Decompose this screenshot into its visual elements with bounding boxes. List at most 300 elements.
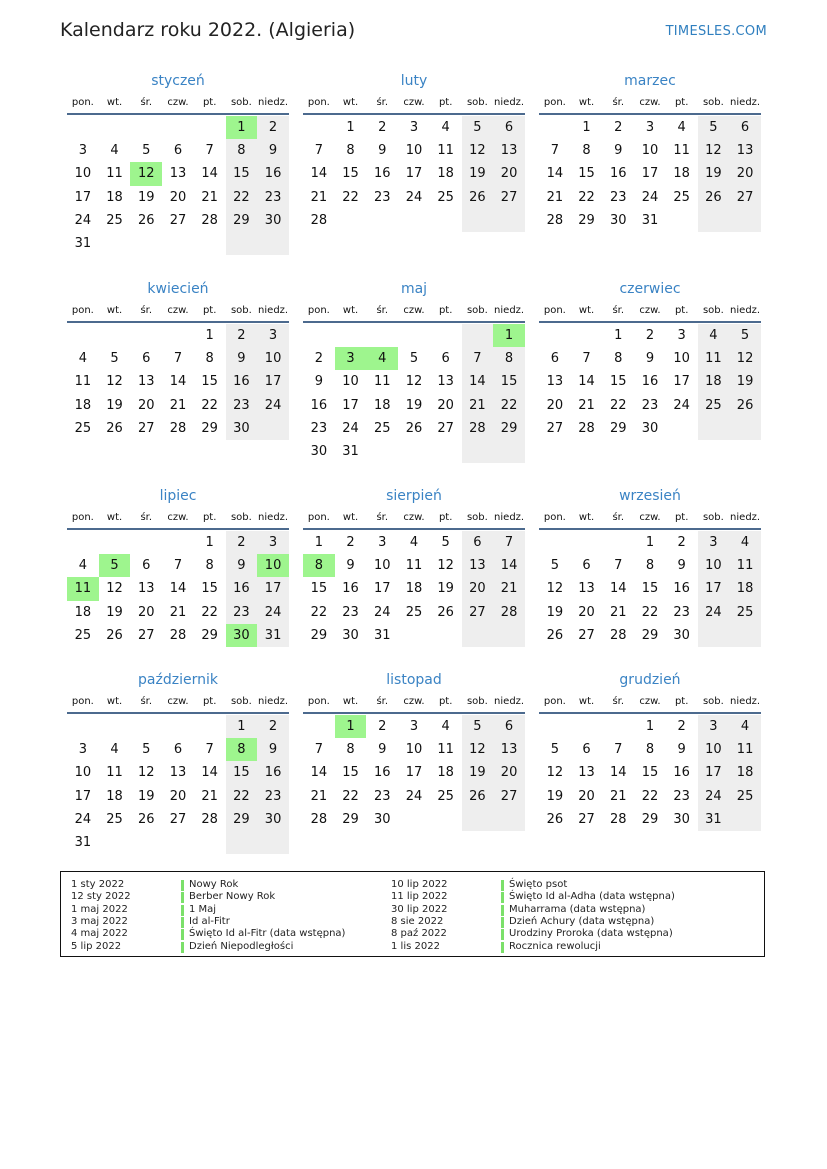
- day-cell: 27: [729, 186, 761, 209]
- weekday-label: wt.: [578, 97, 595, 108]
- day-cell: 10: [74, 765, 92, 781]
- days-grid: [539, 116, 761, 232]
- empty-day: [493, 808, 525, 831]
- weekday-label: sob.: [230, 305, 252, 316]
- day-cell: 19: [462, 162, 494, 185]
- day-cell: 6: [173, 143, 183, 159]
- empty-day: [335, 324, 367, 347]
- day-cell: 6: [729, 116, 761, 139]
- weekday-header: [539, 303, 761, 323]
- legend-date: 5 lip 2022: [71, 940, 122, 952]
- weekday-header: [303, 95, 525, 115]
- day-cell: 2: [677, 719, 686, 734]
- empty-day: [99, 715, 131, 738]
- month-name: kwiecień: [147, 281, 209, 297]
- day-cell: 28: [201, 212, 218, 228]
- empty-day: [130, 715, 162, 738]
- day-cell: 14: [609, 765, 627, 781]
- weekday-label: pon.: [307, 305, 330, 316]
- empty-day: [430, 209, 462, 232]
- weekday-label: pt.: [202, 97, 217, 108]
- days-grid: [303, 715, 525, 831]
- weekday-label: sob.: [466, 97, 488, 108]
- day-cell: 19: [106, 604, 123, 620]
- day-cell: 26: [462, 186, 494, 209]
- day-cell: 23: [342, 604, 359, 620]
- legend-marker: [181, 917, 184, 928]
- day-cell: 13: [493, 738, 525, 761]
- day-cell: 17: [74, 189, 92, 205]
- day-cell: 3: [409, 120, 419, 135]
- day-cell: 28: [169, 627, 187, 643]
- day-cell: 15: [641, 581, 659, 597]
- day-cell: 18: [74, 397, 92, 413]
- day-cell: 31: [373, 627, 391, 643]
- empty-day: [430, 440, 462, 463]
- day-cell: 4: [110, 742, 119, 758]
- day-cell: 9: [257, 139, 289, 162]
- day-cell: 30: [673, 811, 690, 827]
- day-cell: 25: [106, 212, 123, 228]
- day-cell: 22: [310, 604, 328, 620]
- day-cell: 21: [310, 788, 328, 804]
- weekday-header: [539, 95, 761, 115]
- weekday-label: sob.: [702, 696, 724, 707]
- month-12: [539, 670, 761, 831]
- month-4: [67, 279, 289, 440]
- day-cell: 6: [582, 558, 591, 574]
- legend-name: Dzień Achury (data wstępna): [509, 915, 655, 927]
- day-cell: 30: [342, 627, 359, 643]
- day-cell: 25: [673, 189, 690, 205]
- day-cell: 7: [582, 351, 591, 367]
- day-cell: 6: [493, 116, 525, 139]
- day-cell: 8: [205, 558, 214, 574]
- empty-day: [571, 324, 603, 347]
- weekday-header: [67, 510, 289, 530]
- day-cell: 27: [169, 212, 187, 228]
- weekday-label: wt.: [578, 696, 595, 707]
- day-cell: 28: [493, 601, 525, 624]
- day-cell: 28: [609, 811, 627, 827]
- weekday-label: wt.: [342, 305, 359, 316]
- day-cell: 20: [437, 397, 454, 413]
- day-cell: 1: [614, 328, 623, 343]
- day-cell: 5: [698, 116, 730, 139]
- day-cell: 2: [378, 719, 387, 734]
- day-cell: 21: [201, 788, 218, 804]
- empty-day: [67, 324, 99, 347]
- day-cell: 13: [729, 139, 761, 162]
- day-cell: 2: [645, 328, 655, 343]
- day-cell: 25: [405, 604, 423, 620]
- month-name: czerwiec: [619, 281, 681, 297]
- day-cell: 29: [226, 209, 258, 232]
- day-cell: 21: [546, 189, 564, 205]
- legend-date: 8 paź 2022: [391, 928, 447, 940]
- day-cell: 23: [673, 788, 690, 804]
- empty-day: [257, 417, 289, 440]
- site-link[interactable]: TIMESLES.COM: [665, 24, 767, 39]
- holiday-day: 12: [130, 162, 162, 185]
- day-cell: 7: [614, 558, 623, 574]
- legend-marker: [501, 929, 504, 940]
- weekday-header: [303, 694, 525, 714]
- days-grid: [539, 531, 761, 647]
- empty-day: [257, 232, 289, 255]
- day-cell: 15: [226, 162, 258, 185]
- day-cell: 29: [641, 627, 659, 643]
- weekday-label: pt.: [202, 512, 217, 523]
- day-cell: 17: [74, 788, 92, 804]
- day-cell: 19: [462, 761, 494, 784]
- legend-name: Dzień Niepodległości: [189, 940, 294, 952]
- day-cell: 19: [137, 189, 155, 205]
- day-cell: 9: [378, 143, 387, 159]
- day-cell: 24: [74, 811, 92, 827]
- day-cell: 18: [437, 765, 454, 781]
- day-cell: 20: [137, 604, 155, 620]
- day-cell: 10: [698, 554, 730, 577]
- weekday-label: pt.: [438, 97, 453, 108]
- day-cell: 10: [74, 166, 92, 182]
- holiday-day: 3: [335, 347, 367, 370]
- day-cell: 22: [609, 397, 627, 413]
- day-cell: 13: [169, 765, 187, 781]
- day-cell: 18: [729, 761, 761, 784]
- month-name: sierpień: [386, 488, 442, 504]
- month-name: grudzień: [619, 672, 681, 688]
- day-cell: 2: [378, 120, 387, 135]
- legend-date: 4 maj 2022: [71, 928, 128, 940]
- weekday-label: czw.: [403, 696, 425, 707]
- day-cell: 7: [205, 143, 214, 159]
- days-grid: [303, 116, 525, 232]
- empty-day: [729, 209, 761, 232]
- legend-marker: [181, 880, 184, 891]
- day-cell: 22: [342, 189, 359, 205]
- legend-date: 11 lip 2022: [391, 891, 448, 903]
- day-cell: 28: [310, 811, 328, 827]
- day-cell: 9: [314, 374, 323, 390]
- empty-day: [99, 116, 131, 139]
- day-cell: 13: [169, 166, 187, 182]
- empty-day: [99, 324, 131, 347]
- day-cell: 27: [493, 186, 525, 209]
- month-8: [303, 486, 525, 647]
- weekday-label: śr.: [376, 97, 389, 108]
- empty-day: [366, 440, 398, 463]
- day-cell: 12: [106, 374, 123, 390]
- days-grid: [303, 324, 525, 463]
- day-cell: 18: [106, 189, 123, 205]
- day-cell: 16: [641, 374, 659, 390]
- day-cell: 22: [493, 394, 525, 417]
- day-cell: 23: [226, 601, 258, 624]
- day-cell: 26: [137, 811, 155, 827]
- day-cell: 27: [437, 420, 454, 436]
- day-cell: 8: [493, 347, 525, 370]
- day-cell: 26: [546, 811, 564, 827]
- weekday-label: pon.: [71, 97, 94, 108]
- day-cell: 1: [314, 535, 323, 550]
- day-cell: 14: [493, 554, 525, 577]
- day-cell: 19: [546, 604, 564, 620]
- day-cell: 21: [169, 397, 187, 413]
- weekday-label: pon.: [307, 97, 330, 108]
- day-cell: 17: [405, 166, 423, 182]
- day-cell: 14: [310, 765, 328, 781]
- day-cell: 25: [106, 811, 123, 827]
- legend-name: Muharrama (data wstępna): [509, 903, 646, 915]
- day-cell: 17: [373, 581, 391, 597]
- legend-name: Rocznica rewolucji: [509, 940, 601, 952]
- day-cell: 18: [698, 370, 730, 393]
- day-cell: 15: [493, 370, 525, 393]
- day-cell: 28: [310, 212, 328, 228]
- weekday-label: sob.: [230, 696, 252, 707]
- day-cell: 29: [609, 420, 627, 436]
- day-cell: 14: [169, 374, 187, 390]
- empty-day: [602, 531, 634, 554]
- weekday-header: [67, 303, 289, 323]
- weekday-label: niedz.: [730, 305, 761, 316]
- month-name: luty: [400, 73, 428, 89]
- empty-day: [257, 831, 289, 854]
- days-grid: [539, 715, 761, 831]
- page-title: Kalendarz roku 2022. (Algieria): [60, 19, 356, 41]
- weekday-label: śr.: [376, 305, 389, 316]
- day-cell: 12: [729, 347, 761, 370]
- day-cell: 30: [226, 417, 258, 440]
- holiday-day: 4: [366, 347, 398, 370]
- empty-day: [194, 831, 226, 854]
- day-cell: 22: [201, 397, 218, 413]
- day-cell: 11: [729, 738, 761, 761]
- month-10: [67, 670, 289, 854]
- day-cell: 9: [226, 347, 258, 370]
- day-cell: 25: [729, 601, 761, 624]
- day-cell: 21: [493, 577, 525, 600]
- day-cell: 21: [201, 189, 218, 205]
- empty-day: [130, 232, 162, 255]
- day-cell: 19: [546, 788, 564, 804]
- empty-day: [430, 324, 462, 347]
- empty-day: [67, 116, 99, 139]
- empty-day: [462, 324, 494, 347]
- day-cell: 5: [409, 351, 419, 367]
- day-cell: 16: [257, 162, 289, 185]
- day-cell: 10: [257, 347, 289, 370]
- day-cell: 17: [673, 374, 690, 390]
- weekday-label: sob.: [702, 512, 724, 523]
- empty-day: [430, 808, 462, 831]
- day-cell: 11: [74, 374, 92, 390]
- day-cell: 27: [137, 420, 155, 436]
- weekday-label: śr.: [376, 696, 389, 707]
- day-cell: 14: [609, 581, 627, 597]
- day-cell: 8: [346, 742, 355, 758]
- weekday-label: pt.: [438, 305, 453, 316]
- weekday-label: niedz.: [258, 696, 289, 707]
- legend-name: Nowy Rok: [189, 879, 239, 890]
- day-cell: 10: [641, 143, 659, 159]
- day-cell: 2: [257, 116, 289, 139]
- legend-date: 1 lis 2022: [391, 940, 440, 952]
- day-cell: 3: [78, 143, 87, 159]
- day-cell: 3: [378, 535, 387, 550]
- weekday-label: śr.: [612, 97, 625, 108]
- empty-day: [666, 209, 698, 232]
- weekday-label: sob.: [702, 97, 724, 108]
- day-cell: 25: [74, 627, 92, 643]
- weekday-label: sob.: [230, 97, 252, 108]
- day-cell: 17: [698, 761, 730, 784]
- day-cell: 15: [226, 761, 258, 784]
- day-cell: 27: [546, 420, 564, 436]
- weekday-label: czw.: [167, 97, 189, 108]
- day-cell: 8: [205, 351, 214, 367]
- empty-day: [366, 324, 398, 347]
- weekday-label: pon.: [307, 696, 330, 707]
- empty-day: [194, 232, 226, 255]
- day-cell: 26: [729, 394, 761, 417]
- day-cell: 9: [346, 558, 355, 574]
- day-cell: 5: [462, 116, 494, 139]
- day-cell: 3: [257, 531, 289, 554]
- day-cell: 4: [729, 531, 761, 554]
- day-cell: 9: [378, 742, 387, 758]
- day-cell: 24: [698, 785, 730, 808]
- empty-day: [698, 624, 730, 647]
- day-cell: 20: [493, 761, 525, 784]
- empty-day: [571, 715, 603, 738]
- day-cell: 12: [462, 738, 494, 761]
- empty-day: [130, 324, 162, 347]
- empty-day: [462, 209, 494, 232]
- weekday-label: niedz.: [730, 512, 761, 523]
- day-cell: 4: [409, 535, 419, 550]
- month-6: [539, 279, 761, 440]
- holiday-day: 30: [226, 624, 258, 647]
- month-name: listopad: [386, 672, 442, 688]
- day-cell: 15: [641, 765, 659, 781]
- day-cell: 5: [729, 324, 761, 347]
- month-name: styczeń: [151, 73, 205, 89]
- weekday-label: wt.: [342, 696, 359, 707]
- day-cell: 1: [645, 535, 655, 550]
- weekday-label: sob.: [702, 305, 724, 316]
- day-cell: 13: [578, 765, 595, 781]
- legend-marker: [501, 905, 504, 916]
- day-cell: 17: [405, 765, 423, 781]
- weekday-label: pt.: [438, 512, 453, 523]
- legend-marker: [181, 942, 184, 953]
- day-cell: 25: [698, 394, 730, 417]
- day-cell: 5: [550, 558, 559, 574]
- day-cell: 24: [698, 601, 730, 624]
- weekday-label: czw.: [403, 97, 425, 108]
- day-cell: 21: [609, 604, 627, 620]
- empty-day: [602, 715, 634, 738]
- weekday-header: [303, 510, 525, 530]
- empty-day: [398, 324, 430, 347]
- day-cell: 4: [110, 143, 119, 159]
- weekday-label: wt.: [578, 512, 595, 523]
- empty-day: [539, 715, 571, 738]
- day-cell: 24: [257, 394, 289, 417]
- day-cell: 23: [673, 604, 690, 620]
- month-name: maj: [400, 281, 428, 297]
- day-cell: 11: [405, 558, 423, 574]
- day-cell: 24: [257, 601, 289, 624]
- weekday-label: czw.: [639, 696, 661, 707]
- empty-day: [162, 831, 194, 854]
- day-cell: 30: [609, 212, 627, 228]
- empty-day: [430, 624, 462, 647]
- weekday-label: wt.: [342, 512, 359, 523]
- holiday-legend: [60, 871, 765, 957]
- day-cell: 25: [729, 785, 761, 808]
- month-name: lipiec: [159, 488, 197, 504]
- weekday-label: pt.: [674, 305, 689, 316]
- month-5: [303, 279, 525, 463]
- day-cell: 12: [106, 581, 123, 597]
- day-cell: 14: [546, 166, 564, 182]
- days-grid: [67, 324, 289, 440]
- holiday-day: 1: [335, 715, 367, 738]
- day-cell: 1: [582, 120, 591, 135]
- day-cell: 11: [106, 765, 123, 781]
- day-cell: 19: [405, 397, 423, 413]
- month-name: marzec: [624, 73, 676, 89]
- day-cell: 19: [106, 397, 123, 413]
- legend-name: Urodziny Proroka (data wstępna): [509, 928, 673, 940]
- day-cell: 28: [546, 212, 564, 228]
- day-cell: 16: [673, 581, 690, 597]
- legend-name: Święto psot: [509, 879, 568, 890]
- empty-day: [162, 531, 194, 554]
- day-cell: 22: [641, 788, 659, 804]
- day-cell: 14: [201, 166, 218, 182]
- weekday-label: wt.: [106, 305, 123, 316]
- day-cell: 8: [645, 742, 655, 758]
- weekday-label: pt.: [202, 305, 217, 316]
- legend-marker: [501, 892, 504, 903]
- day-cell: 31: [74, 834, 92, 850]
- weekday-label: pon.: [543, 696, 566, 707]
- weekday-label: śr.: [140, 97, 153, 108]
- empty-day: [462, 624, 494, 647]
- day-cell: 2: [677, 535, 686, 550]
- day-cell: 9: [677, 742, 686, 758]
- day-cell: 23: [310, 420, 328, 436]
- day-cell: 24: [641, 189, 659, 205]
- day-cell: 22: [226, 186, 258, 209]
- day-cell: 22: [201, 604, 218, 620]
- day-cell: 25: [74, 420, 92, 436]
- day-cell: 2: [226, 531, 258, 554]
- empty-day: [398, 440, 430, 463]
- empty-day: [335, 209, 367, 232]
- day-cell: 17: [641, 166, 659, 182]
- day-cell: 23: [226, 394, 258, 417]
- day-cell: 11: [729, 554, 761, 577]
- weekday-label: czw.: [639, 512, 661, 523]
- day-cell: 27: [578, 627, 595, 643]
- weekday-label: śr.: [140, 305, 153, 316]
- day-cell: 3: [409, 719, 419, 734]
